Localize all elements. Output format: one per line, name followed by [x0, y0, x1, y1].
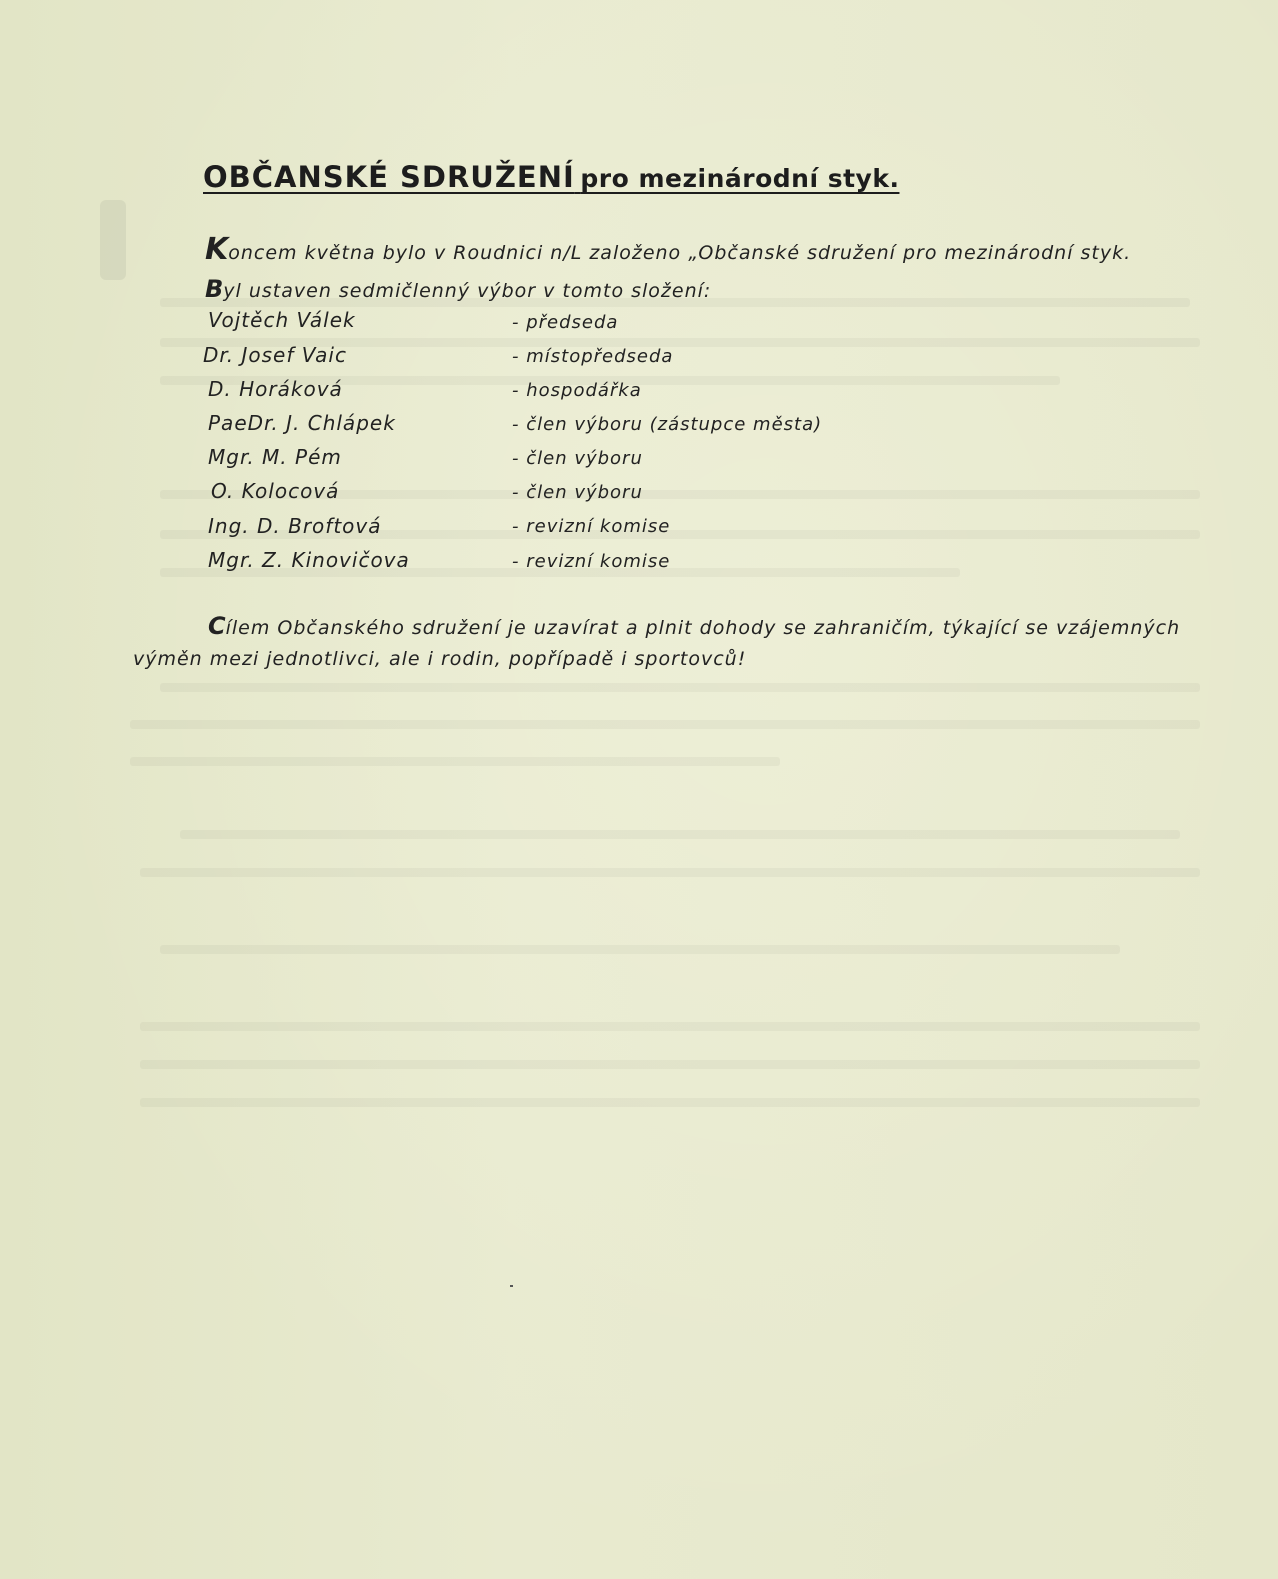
committee-member-name: Dr. Josef Vaic	[203, 343, 347, 367]
bleed-through-line	[140, 1060, 1200, 1069]
intro-line-2	[205, 275, 711, 303]
committee-member-name: D. Horáková	[208, 377, 343, 401]
bleed-through-line	[130, 757, 780, 766]
page-title-main: OBČANSKÉ SDRUŽENÍ	[203, 160, 575, 194]
committee-member-role: - revizní komise	[512, 551, 671, 572]
goal-line-1	[208, 612, 1180, 640]
goal-initial-c: C	[208, 612, 226, 640]
page-title-sub: pro mezinárodní styk.	[580, 164, 900, 193]
committee-member-role: - hospodářka	[512, 380, 642, 401]
bleed-through-line	[140, 1098, 1200, 1107]
committee-member-name: PaeDr. J. Chlápek	[208, 411, 396, 435]
goal-line-2	[133, 648, 746, 670]
intro-line-1-text: oncem května bylo v Roudnici n/L založeno „Občanské sdružení pro mezinárodní styk.	[228, 242, 1132, 264]
committee-member-role: - revizní komise	[512, 516, 671, 537]
committee-member-name: Mgr. Z. Kinovičova	[208, 548, 410, 572]
bleed-through-line	[180, 830, 1180, 839]
intro-initial-k: K	[205, 232, 229, 267]
intro-line-1	[205, 232, 1131, 267]
committee-member-role: - člen výboru	[512, 448, 643, 469]
committee-member-role: - místopředseda	[512, 346, 674, 367]
goal-line-1-text: ílem Občanského sdružení je uzavírat a plnit dohody se zahraničím, týkající se vzájemných	[225, 617, 1181, 639]
intro-line-2-text: yl ustaven sedmičlenný výbor v tomto složení:	[223, 280, 712, 302]
bleed-through-line	[130, 720, 1200, 729]
bleed-through-mark	[100, 200, 126, 280]
goal-line-2-text: výměn mezi jednotlivci, ale i rodin, popřípadě i sportovců!	[133, 648, 747, 670]
intro-initial-b: B	[205, 275, 224, 303]
bleed-through-line	[140, 1022, 1200, 1031]
paper-speck	[510, 1285, 513, 1287]
bleed-through-line	[160, 945, 1120, 954]
bleed-through-line	[140, 868, 1200, 877]
committee-member-role: - člen výboru	[512, 482, 643, 503]
committee-member-name: O. Kolocová	[211, 479, 340, 503]
page-title	[203, 160, 899, 194]
committee-member-role: - předseda	[512, 312, 619, 333]
committee-member-name: Ing. D. Broftová	[208, 514, 382, 538]
committee-member-role: - člen výboru (zástupce města)	[512, 414, 823, 435]
bleed-through-line	[160, 683, 1200, 692]
committee-member-name: Vojtěch Válek	[208, 308, 356, 332]
committee-member-name: Mgr. M. Pém	[208, 445, 342, 469]
